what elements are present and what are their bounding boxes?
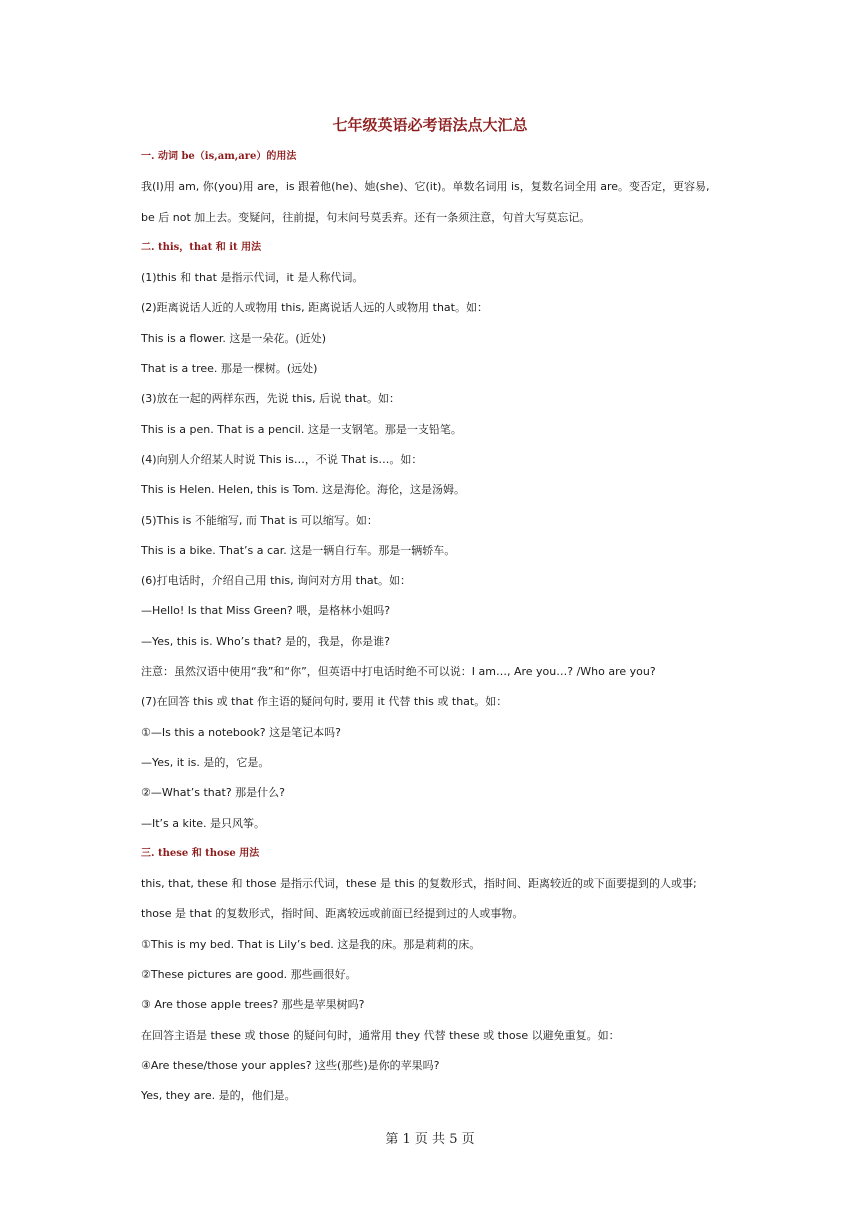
document-title: 七年级英语必考语法点大汇总 [332,116,528,134]
section-heading: 一. 动词 be（is,am,are）的用法 [141,151,297,162]
paragraph-line: This is a bike. That’s a car. 这是一辆自行车。那是一辆轿车。 [141,543,456,557]
paragraph-line: those 是 that 的复数形式，指时间、距离较远或前面已经提到过的人或事物。 [141,907,524,921]
paragraph-line: 在回答主语是 these 或 those 的疑问句时，通常用 they 代替 these 或 those 以避免重复。如： [141,1028,620,1042]
paragraph-line: (3)放在一起的两样东西，先说 this, 后说 that。如： [141,392,400,406]
paragraph-line: (1)this 和 that 是指示代词，it 是人称代词。 [141,271,364,285]
paragraph-line: —Yes, this is. Who’s that? 是的，我是，你是谁? [141,634,390,648]
paragraph-line: (7)在回答 this 或 that 作主语的疑问句时, 要用 it 代替 this 或 that。如： [141,695,508,709]
paragraph-line: This is Helen. Helen, this is Tom. 这是海伦。海伦，这是汤姆。 [141,483,466,497]
paragraph-line: —It’s a kite. 是只风筝。 [141,816,266,830]
paragraph-line: ①—Is this a notebook? 这是笔记本吗? [141,725,341,739]
paragraph-line: This is a pen. That is a pencil. 这是一支钢笔。那是一支铅笔。 [141,422,462,436]
paragraph-line: —Hello! Is that Miss Green? 喂，是格林小姐吗? [141,604,391,618]
document-body [141,147,741,1117]
page-number-footer: 第 1 页 共 5 页 [385,1132,475,1147]
paragraph-line: (6)打电话时，介绍自己用 this, 询问对方用 that。如： [141,574,411,588]
paragraph-line: ②These pictures are good. 那些画很好。 [141,968,357,982]
paragraph-line: 注意：虽然汉语中使用“我”和“你”，但英语中打电话时绝不可以说：I am…, Are you…? /Who are you? [141,665,656,679]
paragraph-line: ③ Are those apple trees? 那些是苹果树吗? [141,998,365,1012]
paragraph-line: (4)向别人介绍某人时说 This is…，不说 That is…。如： [141,452,423,466]
paragraph-line: (2)距离说话人近的人或物用 this, 距离说话人远的人或物用 that。如： [141,301,488,315]
paragraph-line: —Yes, it is. 是的，它是。 [141,755,270,769]
paragraph-line: (5)This is 不能缩写, 而 That is 可以缩写。如： [141,513,378,527]
paragraph-line: be 后 not 加上去。变疑问，往前提，句末问号莫丢弃。还有一条须注意，句首大写莫忘记。 [141,210,591,224]
section-heading: 三. these 和 those 用法 [141,847,260,859]
paragraph-line: That is a tree. 那是一棵树。(远处) [141,362,318,376]
paragraph-line: This is a flower. 这是一朵花。(近处) [141,331,327,345]
paragraph-line: ④Are these/those your apples? 这些(那些)是你的苹果吗? [141,1058,440,1072]
paragraph-line: 我(I)用 am, 你(you)用 are，is 跟着他(he)、她(she)、它(it)。单数名词用 is，复数名词全用 are。变否定，更容易, [141,180,710,194]
paragraph-line: this, that, these 和 those 是指示代词，these 是 this 的复数形式，指时间、距离较近的或下面要提到的人或事; [141,877,697,891]
section-heading: 二. this，that 和 it 用法 [141,241,262,253]
paragraph-line: ①This is my bed. That is Lily’s bed. 这是我的床。那是莉莉的床。 [141,937,481,951]
paragraph-line: Yes, they are. 是的，他们是。 [141,1089,296,1103]
paragraph-line: ②—What’s that? 那是什么? [141,786,285,800]
